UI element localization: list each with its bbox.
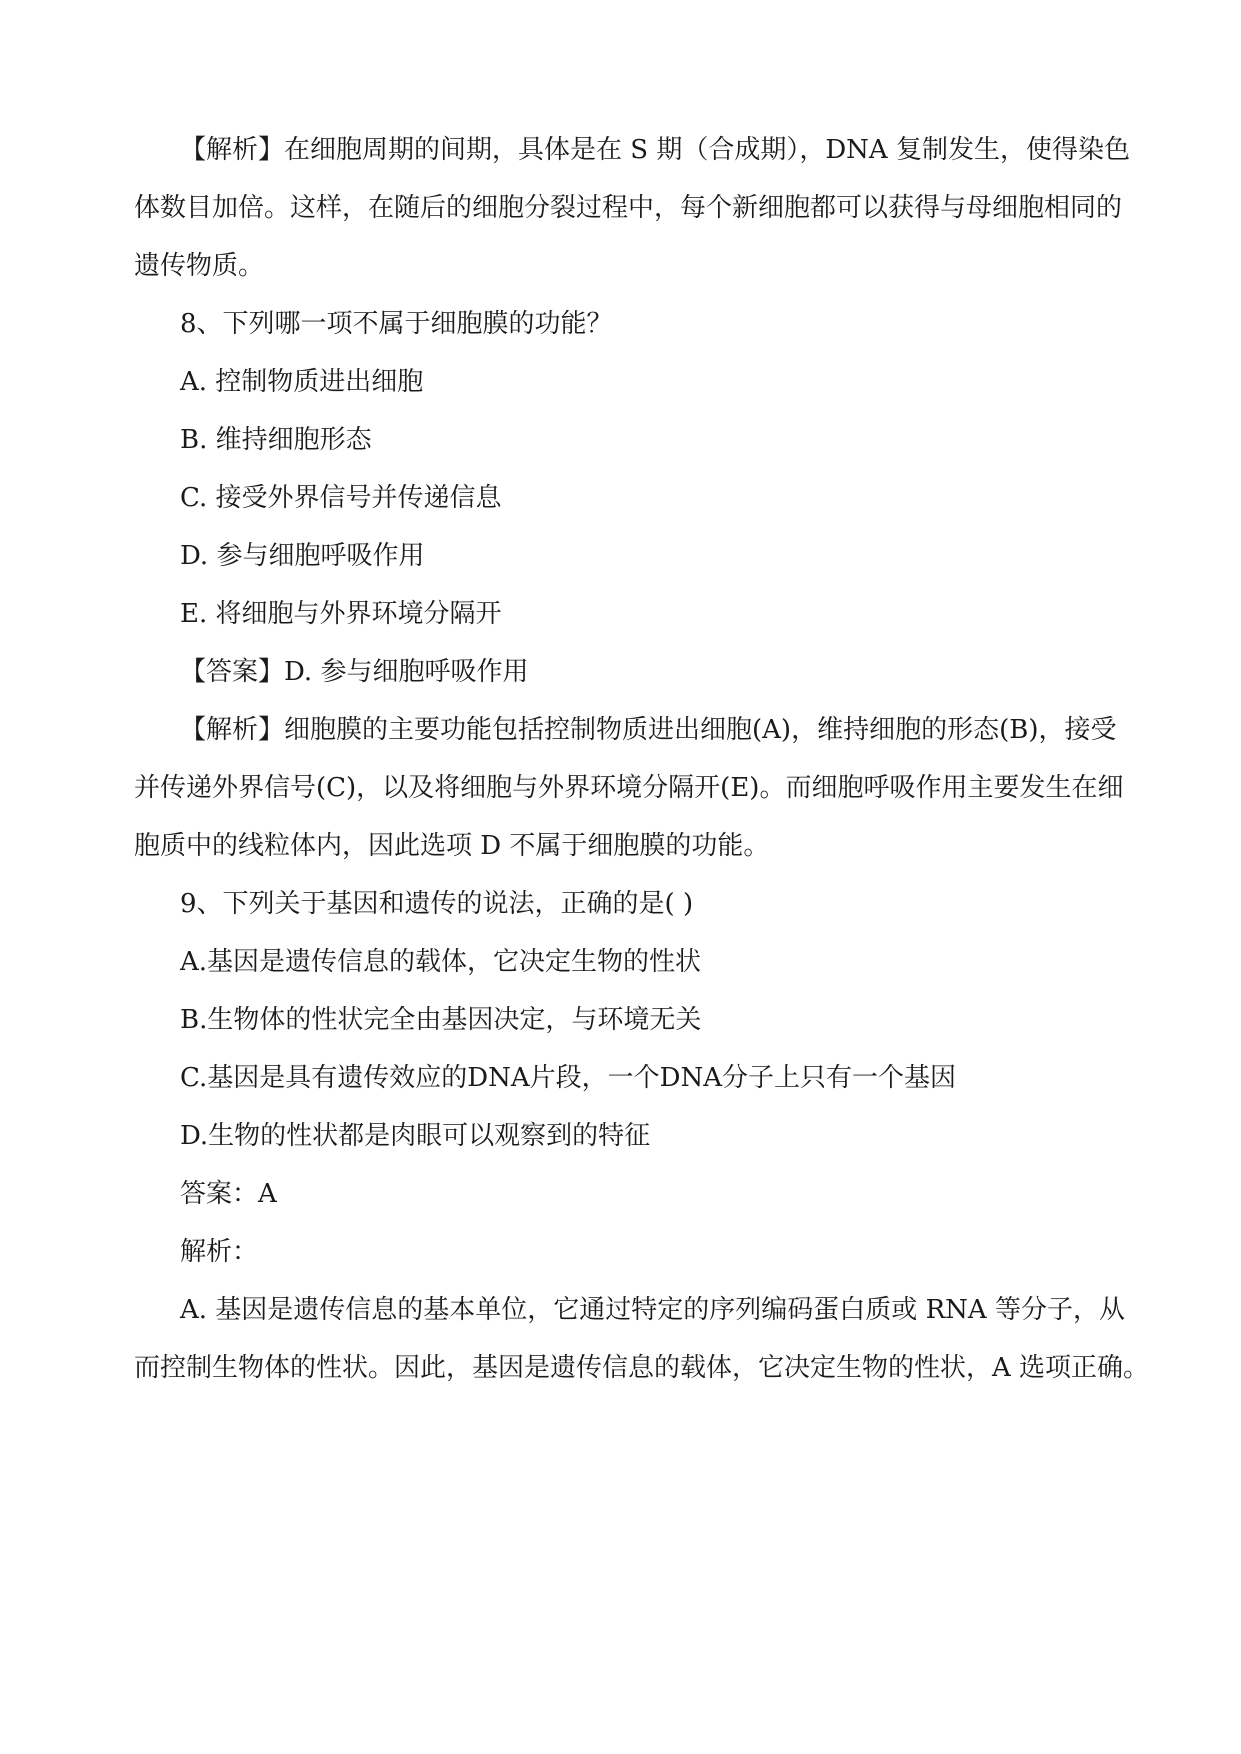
q8-option-d: D. 参与细胞呼吸作用 bbox=[180, 541, 425, 571]
q8-option-e: E. 将细胞与外界环境分隔开 bbox=[180, 599, 502, 629]
q9-analysis-line-1: A. 基因是遗传信息的基本单位，它通过特定的序列编码蛋白质或 RNA 等分子，从 bbox=[180, 1295, 1125, 1325]
q9-option-c: C.基因是具有遗传效应的DNA片段，一个DNA分子上只有一个基因 bbox=[180, 1063, 956, 1093]
q8-option-a: A. 控制物质进出细胞 bbox=[180, 367, 424, 397]
analysis-7-line-3: 遗传物质。 bbox=[134, 251, 265, 281]
q8-analysis-line-1: 【解析】细胞膜的主要功能包括控制物质进出细胞(A)，维持细胞的形态(B)，接受 bbox=[180, 715, 1117, 745]
q9-option-a: A.基因是遗传信息的载体，它决定生物的性状 bbox=[180, 947, 702, 977]
analysis-7-line-1: 【解析】在细胞周期的间期，具体是在 S 期（合成期），DNA 复制发生，使得染色 bbox=[180, 135, 1130, 165]
q8-analysis-line-3: 胞质中的线粒体内，因此选项 D 不属于细胞膜的功能。 bbox=[134, 831, 770, 861]
q9-analysis-line-2: 而控制生物体的性状。因此，基因是遗传信息的载体，它决定生物的性状，A 选项正确。 bbox=[134, 1353, 1150, 1383]
q8-option-c: C. 接受外界信号并传递信息 bbox=[180, 483, 502, 513]
question-8: 8、下列哪一项不属于细胞膜的功能？ bbox=[180, 309, 613, 339]
q8-answer: 【答案】D. 参与细胞呼吸作用 bbox=[180, 657, 529, 687]
q9-option-d: D.生物的性状都是肉眼可以观察到的特征 bbox=[180, 1121, 651, 1151]
q8-analysis-line-2: 并传递外界信号(C)，以及将细胞与外界环境分隔开(E)。而细胞呼吸作用主要发生在细 bbox=[134, 773, 1124, 803]
q9-analysis-label: 解析： bbox=[180, 1237, 259, 1267]
q9-option-b: B.生物体的性状完全由基因决定，与环境无关 bbox=[180, 1005, 702, 1035]
question-9: 9、下列关于基因和遗传的说法，正确的是( ) bbox=[180, 889, 694, 919]
analysis-7-line-2: 体数目加倍。这样，在随后的细胞分裂过程中，每个新细胞都可以获得与母细胞相同的 bbox=[134, 193, 1123, 223]
q9-answer: 答案：A bbox=[180, 1179, 277, 1209]
q8-option-b: B. 维持细胞形态 bbox=[180, 425, 372, 455]
